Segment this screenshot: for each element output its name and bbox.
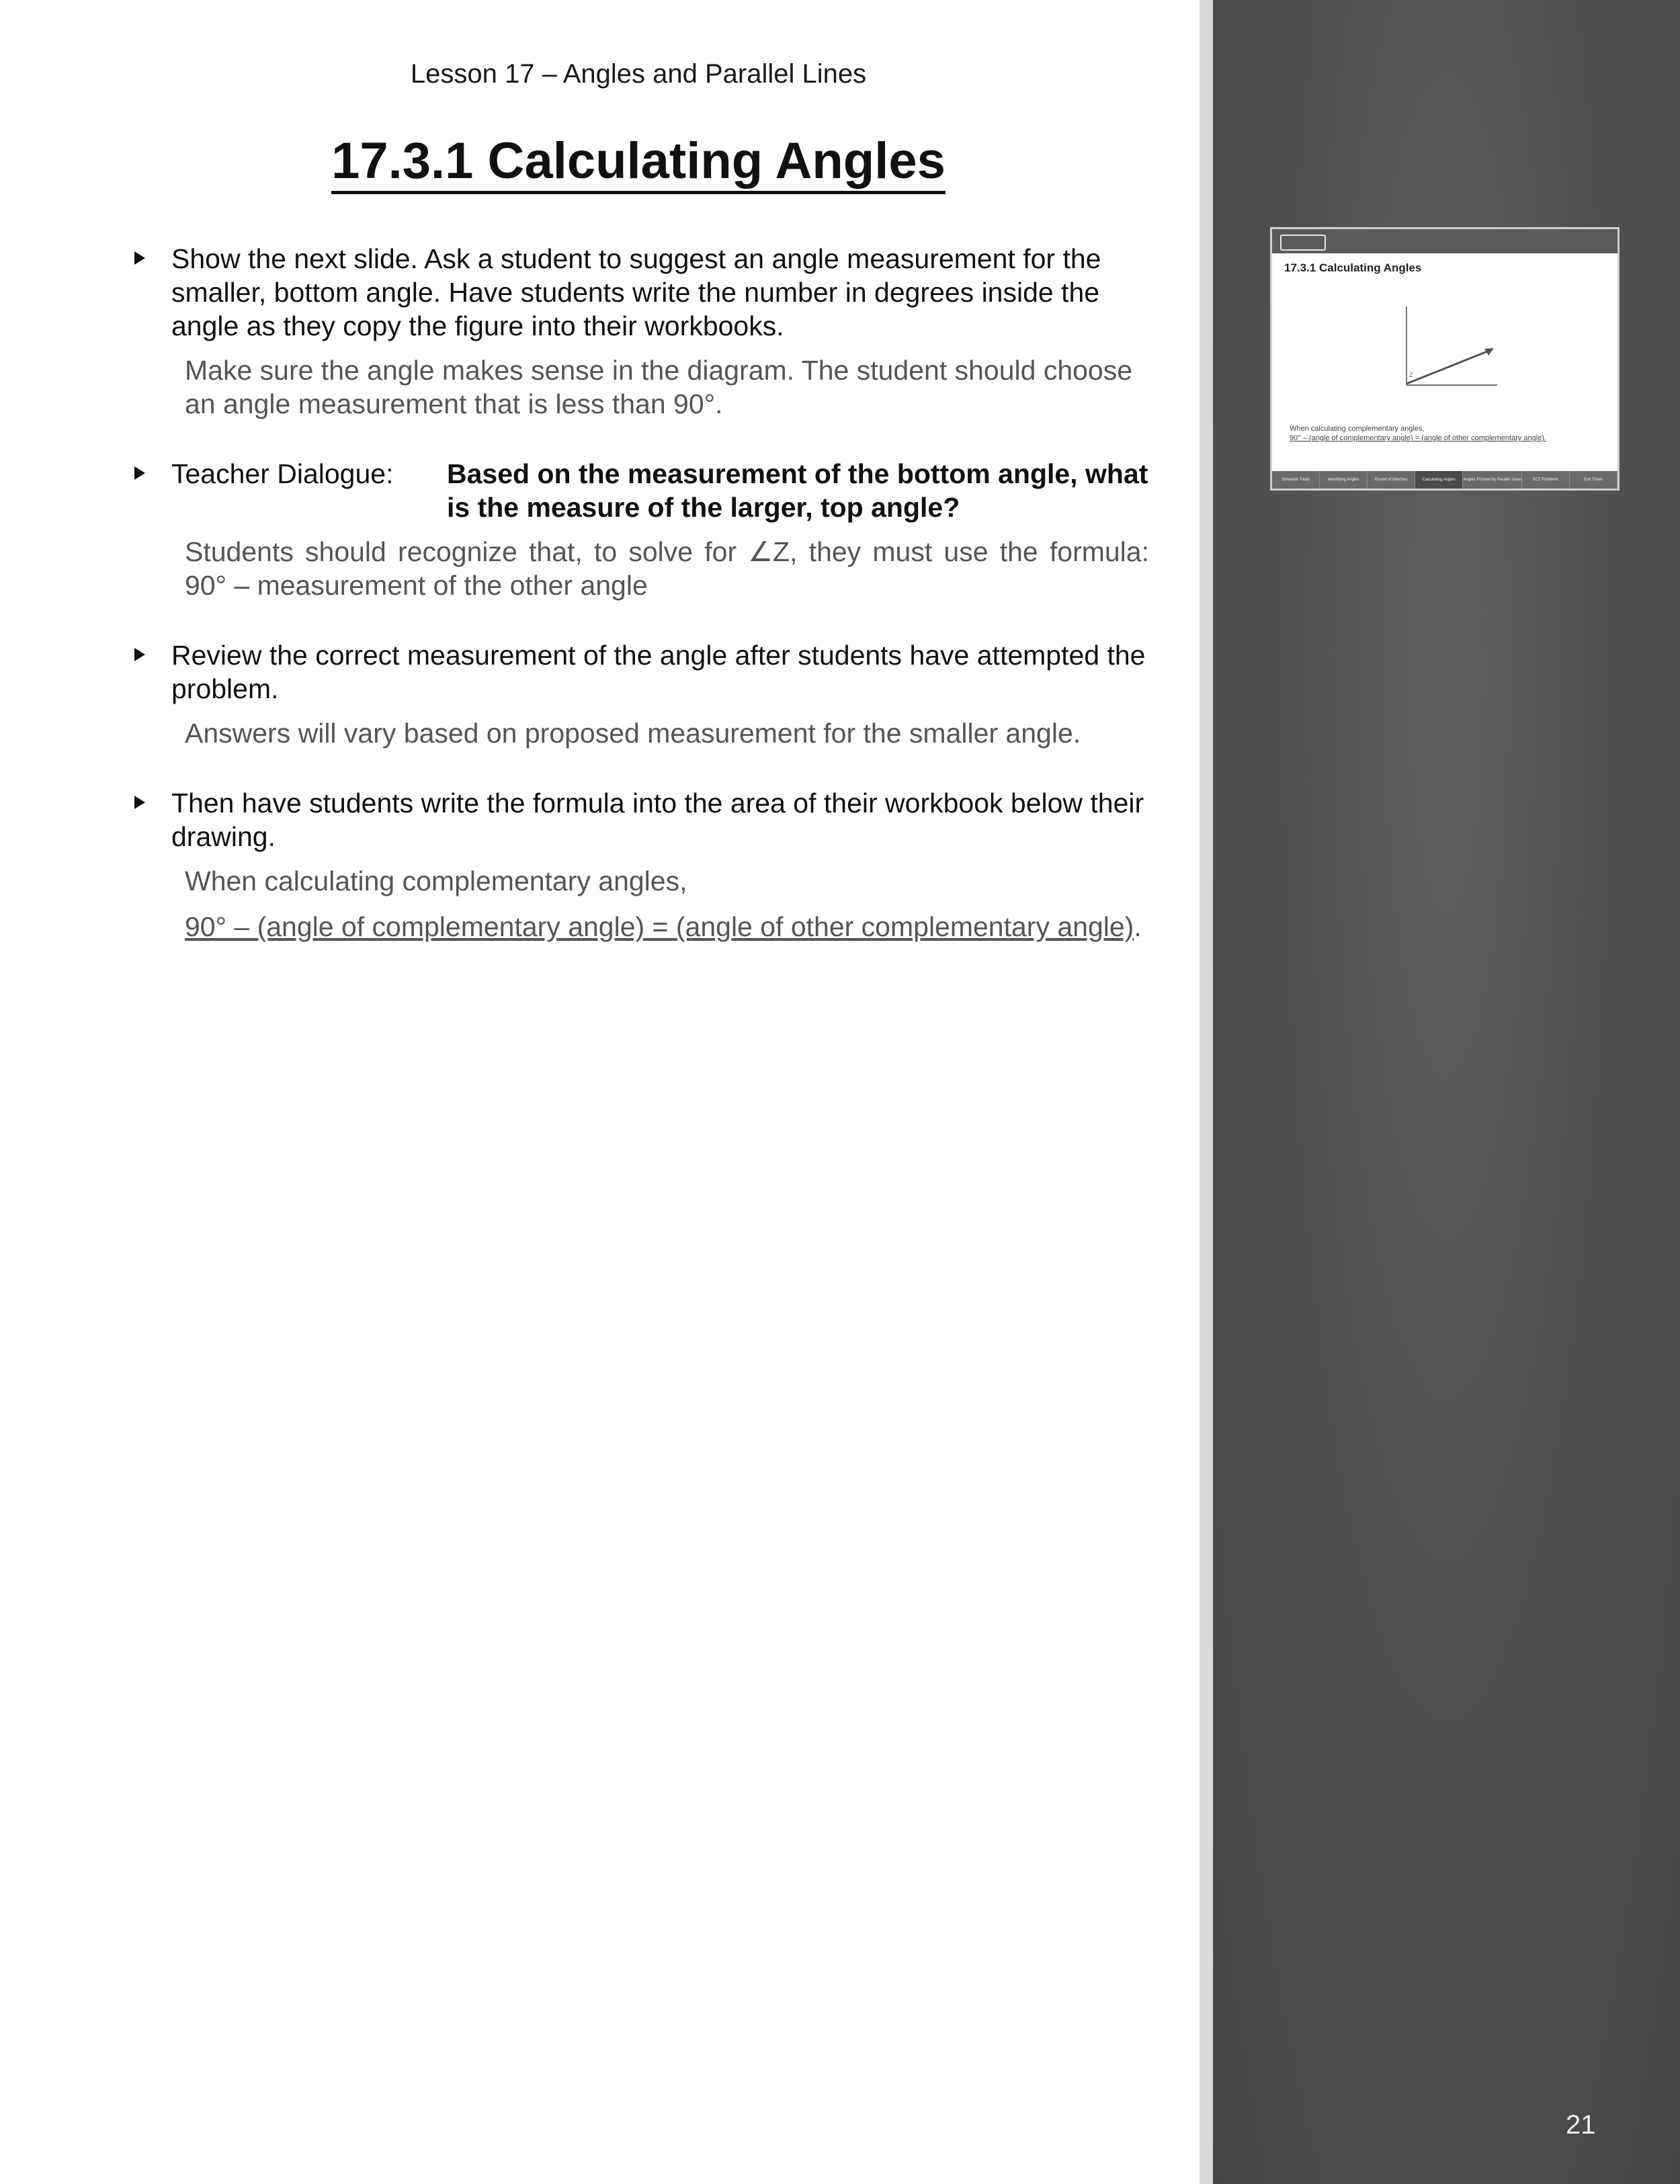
slide-nav-item: Identifying Angles xyxy=(1320,471,1368,489)
formula-text: 90° – (angle of complementary angle) = (angle of other complementary angle) xyxy=(185,911,1134,942)
angle-label: Z xyxy=(1409,372,1413,378)
slide-nav-item: Exit Ticket xyxy=(1570,471,1618,489)
triangle-bullet-icon xyxy=(134,648,145,661)
list-item xyxy=(128,786,1149,943)
section-title-wrap xyxy=(0,134,1277,194)
slide-nav-item: Calculating Angles xyxy=(1415,471,1463,489)
formula-line xyxy=(128,910,1149,943)
bullet-text: Show the next slide. Ask a student to suggest an angle measurement for the smaller, bottom angle. Have students write the number in degrees inside the angle as they copy the figure into their workbooks. xyxy=(171,243,1101,341)
lesson-header-text: Lesson 17 – Angles and Parallel Lines xyxy=(410,59,867,89)
list-item xyxy=(128,242,1149,421)
dialogue-label: Teacher Dialogue: xyxy=(171,458,394,489)
bullet-point xyxy=(128,638,1149,706)
dialogue-row xyxy=(171,457,1149,524)
bullet-text: Then have students write the formula into the area of their workbook below their drawing. xyxy=(171,788,1144,852)
content-area xyxy=(128,242,1149,980)
slide-nav-bar xyxy=(1272,471,1618,489)
slide-caption-line2: 90° – (angle of complementary angle) = (angle of other complementary angle). xyxy=(1290,434,1546,442)
list-item xyxy=(128,638,1149,750)
angle-ray xyxy=(1406,350,1490,384)
triangle-bullet-icon xyxy=(134,796,145,809)
formula-period: . xyxy=(1134,911,1142,942)
bullet-point xyxy=(128,786,1149,853)
slide-thumbnail xyxy=(1270,227,1620,491)
slide-nav-item: Round of Matches xyxy=(1368,471,1415,489)
slide-nav-item: Angles Formed by Parallel Lines xyxy=(1463,471,1521,489)
dialogue-question: Based on the measurement of the bottom angle, what is the measure of the larger, top angle? xyxy=(447,458,1148,523)
slide-caption xyxy=(1290,424,1546,443)
section-title: 17.3.1 Calculating Angles xyxy=(331,134,946,194)
triangle-bullet-icon xyxy=(134,466,145,480)
slide-nav-item: SCT Problems xyxy=(1522,471,1570,489)
teacher-note: Answers will vary based on proposed measurement for the smaller angle. xyxy=(185,718,1081,749)
teacher-note: Students should recognize that, to solve for ∠Z, they must use the formula: 90° – measurement of the other angle xyxy=(185,536,1149,601)
teacher-note: When calculating complementary angles, xyxy=(185,866,687,896)
bullet-point xyxy=(128,457,1149,524)
bullet-point xyxy=(128,242,1149,343)
slide-title: 17.3.1 Calculating Angles xyxy=(1284,261,1422,274)
slide-caption-line1: When calculating complementary angles, xyxy=(1290,425,1425,433)
list-item xyxy=(128,457,1149,602)
triangle-bullet-icon xyxy=(134,251,145,265)
lesson-header xyxy=(0,59,1277,89)
page-divider xyxy=(1200,0,1213,2184)
teacher-note: Make sure the angle makes sense in the diagram. The student should choose an angle measurement that is less than 90°. xyxy=(185,355,1133,419)
slide-angle-diagram xyxy=(1272,229,1618,489)
bullet-text: Review the correct measurement of the angle after students have attempted the problem. xyxy=(171,640,1146,704)
slide-nav-item: Schedule Totals xyxy=(1272,471,1320,489)
page-number: 21 xyxy=(1566,2110,1596,2140)
